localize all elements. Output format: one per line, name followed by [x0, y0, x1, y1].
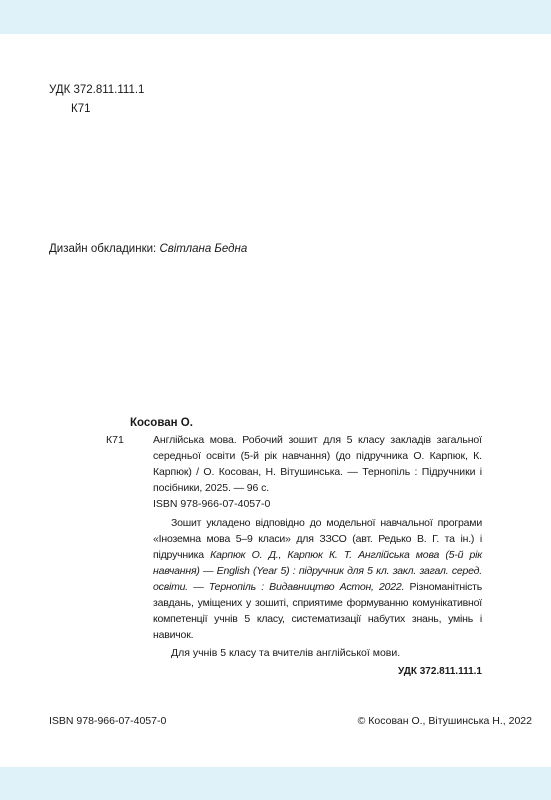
bottom-edge-band: [0, 767, 551, 800]
record-mark: К71: [106, 434, 124, 446]
annotation-text-1: Зошит укладено відповідно до модельної навчальної програми «Іноземна мова 5–9 класи» для ЗЗСО (авт. Редько В. Г. та ін.) і підручника: [153, 517, 482, 561]
catalog-record: [106, 415, 482, 680]
annotation-text-2: Різноманітність завдань, уміщених у зошиті, сприятиме формуванню комунікативної компетенції учнів 5 класу, систематизації набутих знань, умінь і навичок.: [153, 581, 483, 641]
top-edge-band: [0, 0, 551, 34]
annotation-textbook-citation: Карпюк О. Д., Карпюк К. Т. Англійська мова (5-й рік навчання) — English (Year 5) : підручник для 5 кл. закл. загал. серед. освіти. — Тернопіль : Видавництво Астон, 2022.: [153, 549, 482, 593]
udk-header: [49, 83, 144, 117]
record-description: Англійська мова. Робочий зошит для 5 класу закладів загальної середньої освіти (5-й рік навчання) (до підручника О. Карпюк, К. Карпюк) / О. Косован, Н. Вітушинська. — Тернопіль : Підручники і посібники, 2025. — 96 с.: [153, 434, 482, 494]
udk-index: УДК 372.811.111.1: [49, 84, 145, 96]
record-author: Косован О.: [130, 417, 193, 429]
record-annotation: [153, 515, 482, 643]
author-mark: К71: [71, 103, 91, 115]
cover-design-label: Дизайн обкладинки:: [49, 243, 160, 255]
record-udk: УДК 372.811.111.1: [397, 666, 482, 677]
record-audience: Для учнів 5 класу та вчителів англійської мови.: [171, 647, 401, 659]
footer-copyright: © Косован О., Вітушинська Н., 2022: [357, 715, 532, 727]
footer-isbn: ISBN 978-966-07-4057-0: [49, 715, 167, 727]
record-entry: [106, 432, 482, 496]
cover-designer-name: Світлана Бедна: [159, 243, 248, 255]
record-isbn: ISBN 978-966-07-4057-0: [153, 498, 271, 510]
cover-design-credit: [49, 243, 247, 255]
